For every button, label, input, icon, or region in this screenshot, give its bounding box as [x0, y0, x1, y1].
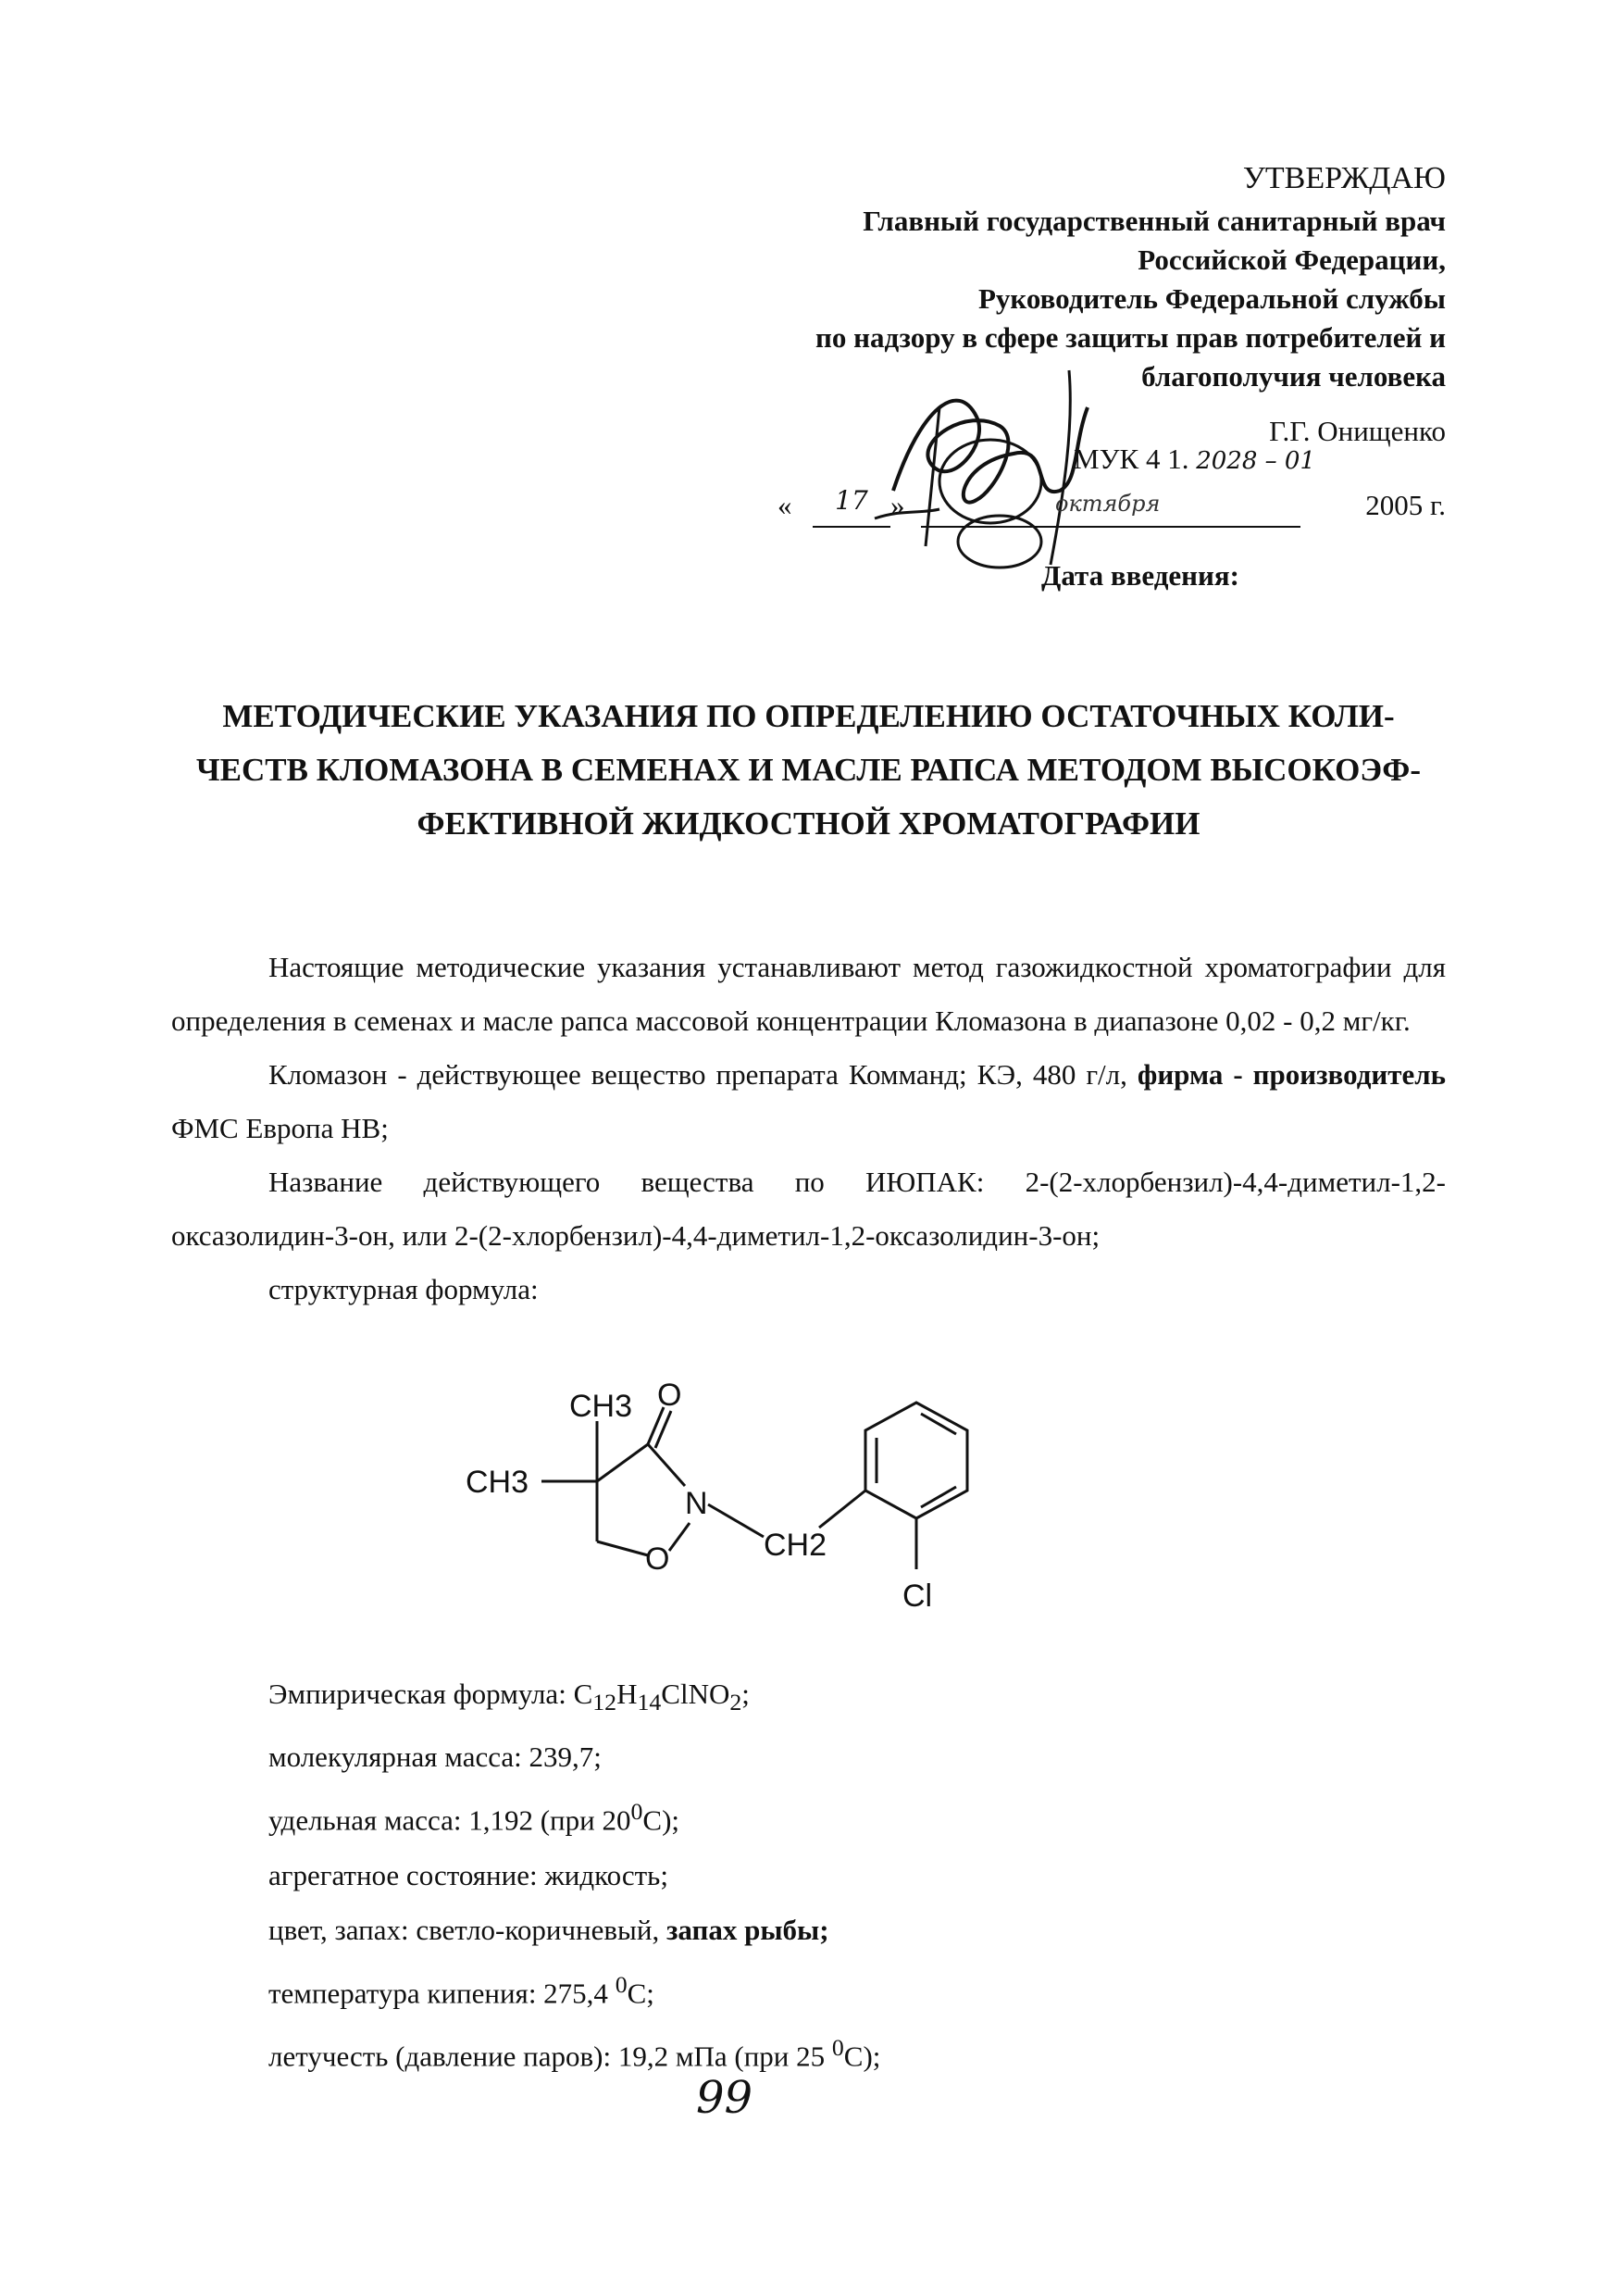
formula-end: ; [741, 1678, 750, 1710]
formula-c-count: 12 [592, 1689, 617, 1716]
date-year: 2005 г. [1365, 489, 1446, 521]
empirical-label: Эмпирическая формула: [268, 1678, 574, 1710]
label-nitrogen: N [685, 1486, 708, 1521]
date-close-quote: » [890, 489, 905, 521]
document-title [171, 690, 1446, 851]
odor-text: запах рыбы; [665, 1913, 829, 1946]
boiling-end: С; [627, 1976, 654, 2009]
color-odor [268, 1903, 880, 1957]
density-degree: 0 [630, 1798, 643, 1826]
label-ring-oxygen: O [645, 1541, 670, 1577]
volatility-end: С); [843, 2040, 881, 2073]
structural-formula [430, 1379, 1032, 1648]
color-text: цвет, запах: светло-коричневый, [268, 1913, 660, 1946]
label-ch3-left: CH3 [466, 1465, 529, 1500]
density-text: удельная масса: 1,192 (при 20 [268, 1803, 631, 1837]
approval-line-2: Российской Федерации, [1138, 243, 1446, 276]
boiling-point [268, 1957, 880, 2020]
volatility-text: летучесть (давление паров): 19,2 мПа (при 25 [268, 2040, 832, 2073]
title-line-3: ФЕКТИВНОЙ ЖИДКОСТНОЙ ХРОМАТОГРАФИИ [417, 805, 1200, 842]
title-line-1: МЕТОДИЧЕСКИЕ УКАЗАНИЯ ПО ОПРЕДЕЛЕНИЮ ОСТАТОЧНЫХ КОЛИ- [222, 698, 1395, 734]
approver-name: Г.Г. Онищенко [1269, 415, 1446, 447]
approval-line-4: по надзору в сфере защиты прав потребителей и [815, 321, 1446, 354]
manufacturer-name: ФМС Европа НВ; [171, 1112, 389, 1144]
properties-list [268, 1666, 880, 2083]
document-code-handwritten: 2028 – 01 [1196, 447, 1315, 475]
formula-c: C [573, 1678, 593, 1710]
label-ch2: CH2 [764, 1528, 827, 1563]
formula-o-count: 2 [729, 1689, 742, 1716]
molar-mass: молекулярная масса: 239,7; [268, 1741, 602, 1774]
formula-h: H [616, 1678, 638, 1710]
boiling-degree: 0 [615, 1970, 628, 1998]
empirical-formula [268, 1666, 880, 1729]
date-day-underline [813, 526, 890, 528]
label-carbonyl-oxygen: O [657, 1379, 682, 1413]
approval-line-1: Главный государственный санитарный врач [863, 205, 1446, 237]
intro-date-label: Дата введения: [1041, 559, 1239, 592]
formula-h-count: 14 [637, 1689, 662, 1716]
substance-text: Кломазон - действующее вещество препарата Комманд; КЭ, 480 г/л, [268, 1058, 1127, 1091]
density-end: С); [642, 1803, 680, 1837]
paragraph-structure-label: структурная формула: [268, 1273, 539, 1305]
label-ch3-top: CH3 [569, 1389, 633, 1424]
paragraph-scope: Настоящие методические указания устанавливают метод газожидкостной хроматографии для определения в семенах и масле рапса массовой концентрации Кломазона в диапазоне 0,02 - 0,2 мг/кг. [171, 951, 1446, 1037]
document-code-printed: МУК 4 1. [1074, 443, 1189, 475]
paragraph-substance [171, 1048, 1446, 1155]
formula-clno: ClNO [661, 1678, 730, 1710]
volatility [268, 2020, 880, 2083]
boiling-text: температура кипения: 275,4 [268, 1976, 616, 2009]
approval-line-3: Руководитель Федеральной службы [977, 282, 1446, 315]
approval-date [777, 485, 1446, 535]
label-chlorine: Cl [902, 1578, 933, 1614]
title-line-2: ЧЕСТВ КЛОМАЗОНА В СЕМЕНАХ И МАСЛЕ РАПСА МЕТОДОМ ВЫСОКОЭФ- [195, 752, 1422, 788]
approval-heading: УТВЕРЖДАЮ [1242, 161, 1446, 195]
approval-line-5: благополучия человека [1141, 360, 1446, 393]
manufacturer-label: фирма - производитель [1137, 1058, 1447, 1091]
body-text [171, 941, 1446, 1316]
paragraph-iupac: Название действующего вещества по ИЮПАК: 2-(2-хлорбензил)-4,4-диметил-1,2-оксазолидин-3-он, или 2-(2-хлорбензил)-4,4-диметил-1,2-оксазолидин-3-он; [171, 1166, 1446, 1252]
date-day: 17 [835, 485, 868, 516]
date-month: октября [1055, 491, 1161, 517]
physical-state: агрегатное состояние: жидкость; [268, 1858, 668, 1891]
document-code [1074, 443, 1315, 476]
page-number: 99 [696, 2072, 753, 2124]
volatility-degree: 0 [831, 2033, 844, 2061]
date-month-underline [921, 526, 1300, 528]
density [268, 1784, 880, 1847]
date-open-quote: « [777, 489, 792, 521]
